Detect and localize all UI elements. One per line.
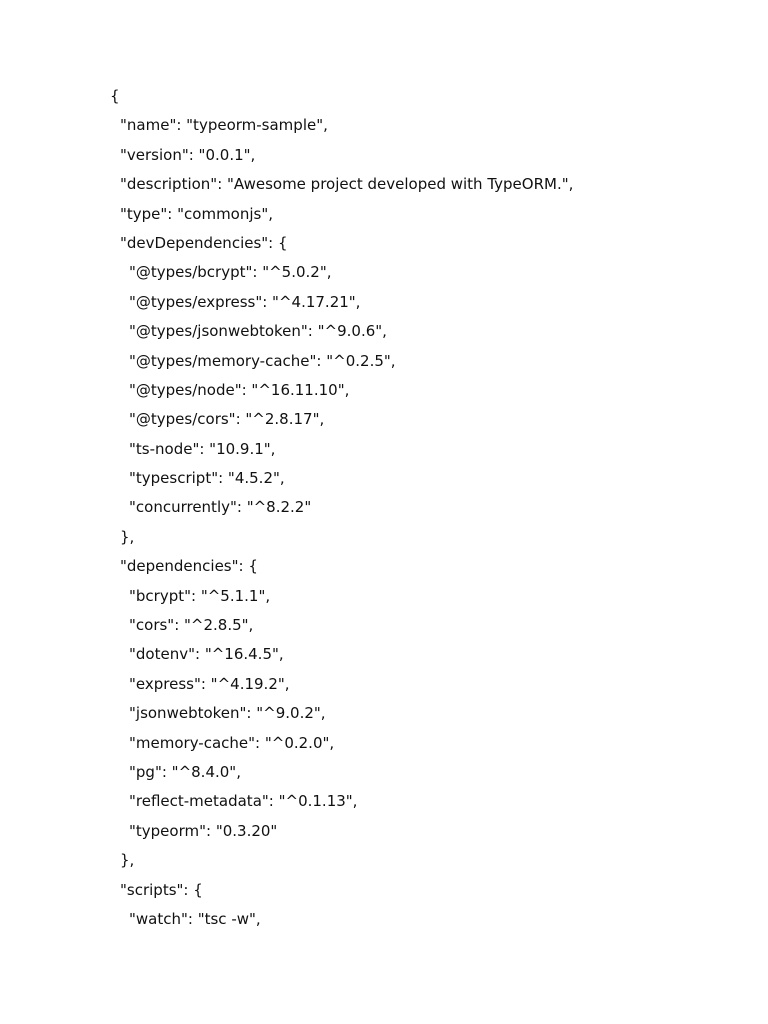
json-line: "memory-cache": "^0.2.0",: [129, 733, 335, 752]
json-line: "dependencies": {: [120, 557, 258, 576]
json-line: "jsonwebtoken": "^9.0.2",: [129, 704, 326, 723]
json-line: "typeorm": "0.3.20": [129, 821, 278, 840]
json-line: "@types/bcrypt": "^5.0.2",: [129, 263, 332, 282]
json-code-block: [110, 82, 750, 934]
json-line: "@types/memory-cache": "^0.2.5",: [129, 351, 396, 370]
json-line: "cors": "^2.8.5",: [129, 616, 254, 635]
json-line: "pg": "^8.4.0",: [129, 762, 241, 781]
json-line: "typescript": "4.5.2",: [129, 469, 285, 488]
json-line: "reflect-metadata": "^0.1.13",: [129, 792, 358, 811]
json-line: },: [120, 527, 135, 546]
json-line: "description": "Awesome project developed with TypeORM.",: [120, 175, 574, 194]
json-line: {: [110, 87, 120, 105]
json-line: "@types/jsonwebtoken": "^9.0.6",: [129, 322, 387, 341]
json-line: "bcrypt": "^5.1.1",: [129, 586, 271, 605]
json-line: "name": "typeorm-sample",: [120, 116, 328, 135]
json-line: "@types/express": "^4.17.21",: [129, 292, 361, 311]
json-line: "devDependencies": {: [120, 233, 288, 252]
json-line: "version": "0.0.1",: [120, 145, 256, 164]
json-line: "scripts": {: [120, 880, 203, 899]
json-line: "type": "commonjs",: [120, 204, 274, 223]
json-line: "watch": "tsc -w",: [129, 909, 261, 928]
json-line: "dotenv": "^16.4.5",: [129, 645, 284, 664]
json-line: "ts-node": "10.9.1",: [129, 439, 276, 458]
json-line: "@types/node": "^16.11.10",: [129, 380, 350, 399]
json-line: "express": "^4.19.2",: [129, 674, 290, 693]
json-line: "concurrently": "^8.2.2": [129, 498, 312, 517]
json-line: "@types/cors": "^2.8.17",: [129, 410, 325, 429]
json-line: },: [120, 851, 135, 870]
